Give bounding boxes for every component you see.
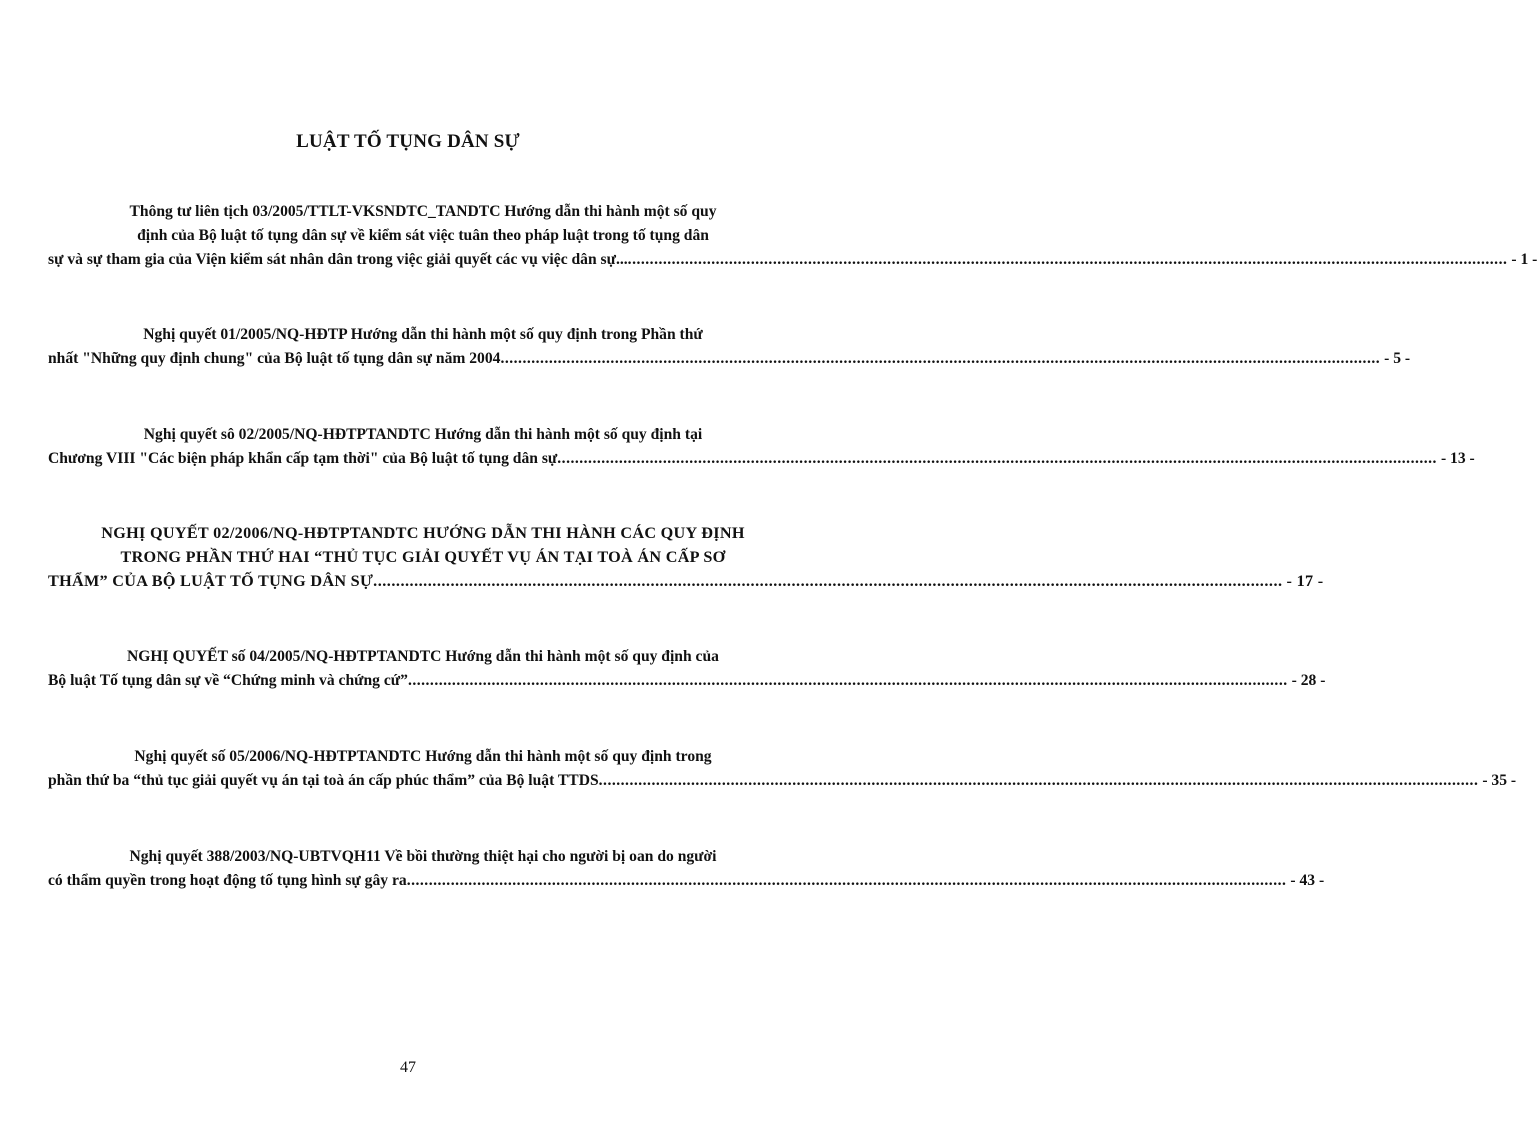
toc-entry-1-line-1: Thông tư liên tịch 03/2005/TTLT-VKSNDTC_TANDTC Hướng dẫn thi hành một số quy	[129, 203, 717, 220]
dot-leader: ........................................................................................................................................................................................................	[406, 872, 1287, 889]
dot-leader: ........................................................................................................................................................................................................	[500, 350, 1381, 367]
toc-entry-7-line-1: Nghị quyết 388/2003/NQ-UBTVQH11 Về bồi thường thiệt hại cho người bị oan do người	[129, 848, 717, 865]
toc-entry-6[interactable]	[48, 745, 1517, 793]
toc-entry-1-line-2: định của Bộ luật tố tụng dân sự về kiểm sát việc tuân theo pháp luật trong tố tụng dân	[137, 227, 709, 244]
toc-entry-3-last-line	[48, 447, 1475, 471]
toc-entry-5-line-2: Bộ luật Tố tụng dân sự về “Chứng minh và chứng cứ”	[48, 672, 408, 689]
toc-entry-5-line-1: NGHỊ QUYẾT số 04/2005/NQ-HĐTPTANDTC Hướng dẫn thi hành một số quy định của	[127, 648, 719, 665]
toc-entry-2-line-2: nhất "Những quy định chung" của Bộ luật tố tụng dân sự năm 2004	[48, 350, 501, 367]
toc-entry-4[interactable]	[48, 521, 1324, 593]
toc-entry-4-line-3: THẨM” CỦA BỘ LUẬT TỐ TỤNG DÂN SỰ	[48, 572, 374, 590]
toc-entry-3-page: - 13 -	[1440, 450, 1475, 467]
toc-entry-7-page: - 43 -	[1290, 872, 1325, 889]
toc-entry-3[interactable]	[48, 423, 1475, 471]
toc-entry-1-last-line	[48, 248, 1537, 272]
toc-entry-1-page: - 1 -	[1511, 251, 1537, 268]
toc-entry-1[interactable]	[48, 200, 1537, 272]
toc-entry-2[interactable]	[48, 323, 1411, 371]
dot-leader: ........................................................................................................................................................................................................	[557, 450, 1437, 467]
dot-leader: ........................................................................................................................................................................................................	[407, 672, 1288, 689]
dot-leader: ........................................................................................................................................................................................................	[598, 772, 1479, 789]
toc-entry-2-last-line	[48, 347, 1411, 371]
dot-leader: ........................................................................................................................................................................................................	[627, 251, 1508, 268]
toc-entry-7[interactable]	[48, 845, 1325, 893]
toc-entry-6-line-2: phần thứ ba “thủ tục giải quyết vụ án tại toà án cấp phúc thẩm” của Bộ luật TTDS	[48, 772, 599, 789]
toc-entry-6-line-1: Nghị quyết số 05/2006/NQ-HĐTPTANDTC Hướng dẫn thi hành một số quy định trong	[134, 748, 712, 765]
toc-entry-7-line-2: có thẩm quyền trong hoạt động tố tụng hình sự gây ra	[48, 872, 407, 889]
toc-entry-4-page: - 17 -	[1286, 572, 1324, 590]
toc-entry-3-line-1: Nghị quyết sô 02/2005/NQ-HĐTPTANDTC Hướng dẫn thi hành một số quy định tại	[143, 426, 703, 443]
toc-entry-6-last-line	[48, 769, 1517, 793]
toc-entry-7-last-line	[48, 869, 1325, 893]
toc-entry-4-line-1: NGHỊ QUYẾT 02/2006/NQ-HĐTPTANDTC HƯỚNG DẪN THI HÀNH CÁC QUY ĐỊNH	[101, 524, 745, 542]
toc-entry-4-line-2: TRONG PHẦN THỨ HAI “THỦ TỤC GIẢI QUYẾT VỤ ÁN TẠI TOÀ ÁN CẤP SƠ	[120, 548, 726, 566]
toc-entry-2-line-1: Nghị quyết 01/2005/NQ-HĐTP Hướng dẫn thi hành một số quy định trong Phần thứ	[143, 326, 703, 343]
toc-entry-6-page: - 35 -	[1482, 772, 1517, 789]
page-title: LUẬT TỐ TỤNG DÂN SỰ	[296, 131, 520, 152]
toc-entry-3-line-2: Chương VIII "Các biện pháp khẩn cấp tạm thời" của Bộ luật tố tụng dân sự	[48, 450, 558, 467]
toc-entry-1-line-3: sự và sự tham gia của Viện kiểm sát nhân dân trong việc giải quyết các vụ việc dân sự...	[48, 251, 628, 268]
toc-entry-2-page: - 5 -	[1384, 350, 1411, 367]
toc-entry-5[interactable]	[48, 645, 1326, 693]
dot-leader: ........................................................................................................................................................................................................	[373, 572, 1283, 590]
page-number: 47	[400, 1059, 416, 1076]
toc-entry-5-page: - 28 -	[1291, 672, 1326, 689]
toc-entry-4-last-line	[48, 569, 1324, 593]
toc-entry-5-last-line	[48, 669, 1326, 693]
